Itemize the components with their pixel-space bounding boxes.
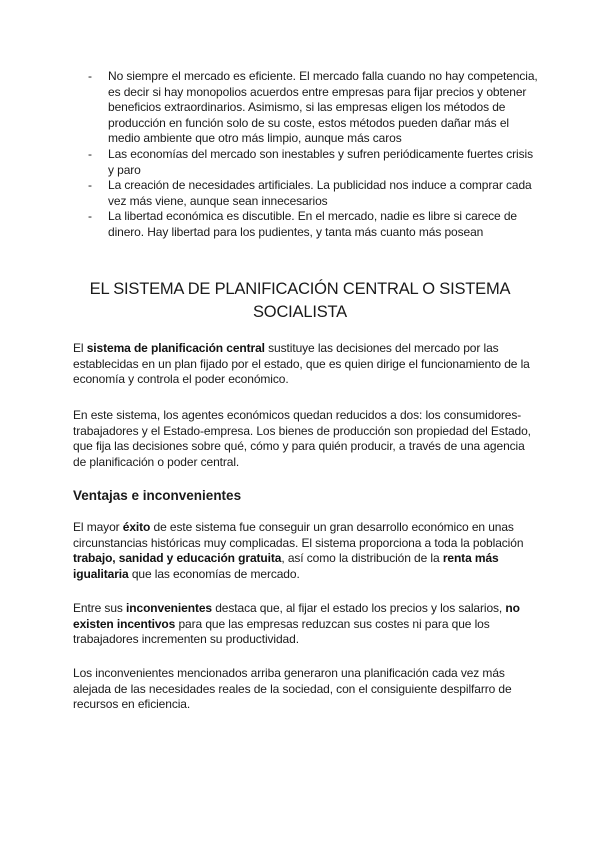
paragraph-definition (73, 341, 533, 388)
text-run: de este sistema fue conseguir un gran desarrollo económico en unas circunstancias históricas muy complicadas. El sistema proporciona a toda la población (73, 520, 524, 550)
text-run: El (73, 341, 87, 355)
bold-term: sistema de planificación central (86, 341, 265, 355)
list-item (88, 178, 538, 209)
bold-term: no existen incentivos (73, 601, 520, 631)
bullet-dash: - (88, 69, 92, 83)
bullet-dash: - (88, 146, 92, 161)
text-run: destaca que, al fijar el estado los precios y los salarios, (212, 601, 506, 615)
bold-term: trabajo, sanidad y educación gratuita (73, 551, 282, 566)
text-run: El mayor (73, 520, 123, 534)
list-item (88, 209, 538, 240)
list-item (88, 69, 538, 147)
bold-term: inconvenientes (126, 601, 212, 615)
list-item-text: No siempre el mercado es eficiente. El mercado falla cuando no hay competencia, es decir si hay monopolios acuerdos entre empresas para fijar precios y obtener beneficios extraordinarios. Asimismo, si las empresas eligen los métodos de producción en función solo de su coste, estos métodos pueden dañar más el medio ambiente que otro más limpio, aunque más caros (108, 69, 538, 146)
bullet-dash: - (88, 209, 92, 224)
list-item-text: La creación de necesidades artificiales. La publicidad nos induce a comprar cada vez más viene, aunque sean innecesarios (108, 178, 532, 208)
text-run: , así como la distribución de la (281, 551, 443, 566)
section-title: EL SISTEMA DE PLANIFICACIÓN CENTRAL O SISTEMA SOCIALISTA (89, 280, 511, 321)
paragraph-conclusion: Los inconvenientes mencionados arriba generaron una planificación cada vez más alejada de las necesidades reales de la sociedad, con el consiguiente despilfarro de recursos en eficiencia. (73, 666, 512, 712)
text-run: Entre sus (73, 601, 127, 615)
paragraph-agents: En este sistema, los agentes económicos quedan reducidos a dos: los consumidores-trabajadores y el Estado-empresa. Los bienes de producción son propiedad del Estado, que fija las decisiones sobre qué, cómo y para quién producir, a través de una agencia de planificación o poder central. (73, 408, 531, 469)
text-run: sustituye las decisiones del mercado por las establecidas en un plan fijado por el estado, que es quien dirige el funcionamiento de la economía y controla el poder económico. (73, 341, 530, 387)
list-item-text: Las economías del mercado son inestables y sufren periódicamente fuertes crisis y paro (108, 146, 533, 177)
text-run: para que las empresas reduzcan sus costes ni para que los trabajadores incrementen su productividad. (73, 616, 490, 647)
bullet-list (88, 69, 538, 241)
bold-term: éxito (122, 520, 151, 534)
text-run: que las economías de mercado. (128, 566, 300, 581)
paragraph-disadvantages (73, 601, 533, 648)
paragraph-advantages (73, 520, 533, 582)
subheading: Ventajas e inconvenientes (73, 488, 242, 503)
bullet-dash: - (88, 178, 92, 193)
list-item (88, 147, 538, 178)
list-item-text: La libertad económica es discutible. En el mercado, nadie es libre si carece de dinero. Hay libertad para los pudientes, y tanta más cuanto más posean (108, 209, 517, 239)
bold-term: renta más igualitaria (73, 551, 499, 581)
